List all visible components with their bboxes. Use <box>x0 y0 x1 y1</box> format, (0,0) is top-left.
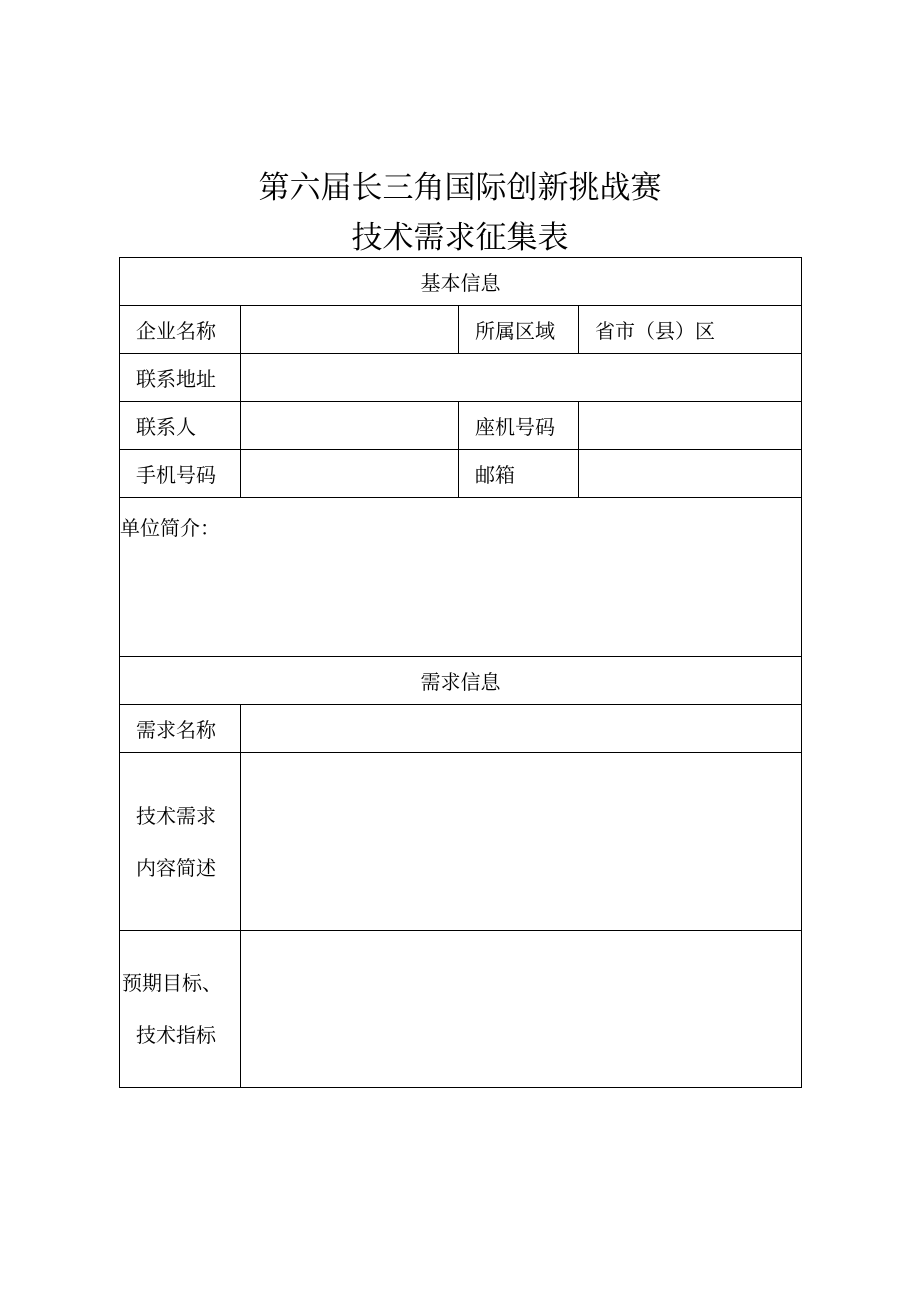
table-row <box>120 354 802 402</box>
goals-label <box>120 931 241 1088</box>
contact-field[interactable] <box>241 402 459 450</box>
mobile-field[interactable] <box>241 450 459 498</box>
tech-desc-label <box>120 753 241 931</box>
demand-form-table <box>119 257 802 1088</box>
demand-name-field[interactable] <box>241 705 802 753</box>
email-label: 邮箱 <box>459 450 579 498</box>
page-subtitle: 技术需求征集表 <box>351 220 569 256</box>
tech-desc-field[interactable] <box>241 753 802 931</box>
company-name-field[interactable] <box>241 306 459 354</box>
contact-label: 联系人 <box>120 402 241 450</box>
intro-field[interactable] <box>120 498 802 657</box>
tech-desc-label-line1: 技术需求 <box>136 803 216 828</box>
goals-label-line2: 技术指标 <box>136 1023 216 1047</box>
table-row <box>120 402 802 450</box>
table-row <box>120 498 802 657</box>
page-title: 第六届长三角国际创新挑战赛 <box>258 170 662 206</box>
demand-info-header: 需求信息 <box>120 657 802 705</box>
intro-label: 单位简介： <box>120 516 220 540</box>
section-row-basic <box>120 258 802 306</box>
demand-name-label: 需求名称 <box>120 705 241 753</box>
tech-desc-label-line2: 内容简述 <box>136 855 216 880</box>
mobile-label: 手机号码 <box>120 450 241 498</box>
address-label: 联系地址 <box>120 354 241 402</box>
region-field[interactable]: 省市（县）区 <box>579 306 802 354</box>
region-label: 所属区域 <box>459 306 579 354</box>
landline-field[interactable] <box>579 402 802 450</box>
landline-label: 座机号码 <box>459 402 579 450</box>
goals-label-line1: 预期目标、 <box>122 971 222 995</box>
goals-field[interactable] <box>241 931 802 1088</box>
section-row-demand <box>120 657 802 705</box>
table-row <box>120 306 802 354</box>
email-field[interactable] <box>579 450 802 498</box>
basic-info-header: 基本信息 <box>120 258 802 306</box>
table-row <box>120 705 802 753</box>
company-name-label: 企业名称 <box>120 306 241 354</box>
address-field[interactable] <box>241 354 802 402</box>
table-row <box>120 753 802 931</box>
table-row <box>120 931 802 1088</box>
table-row <box>120 450 802 498</box>
